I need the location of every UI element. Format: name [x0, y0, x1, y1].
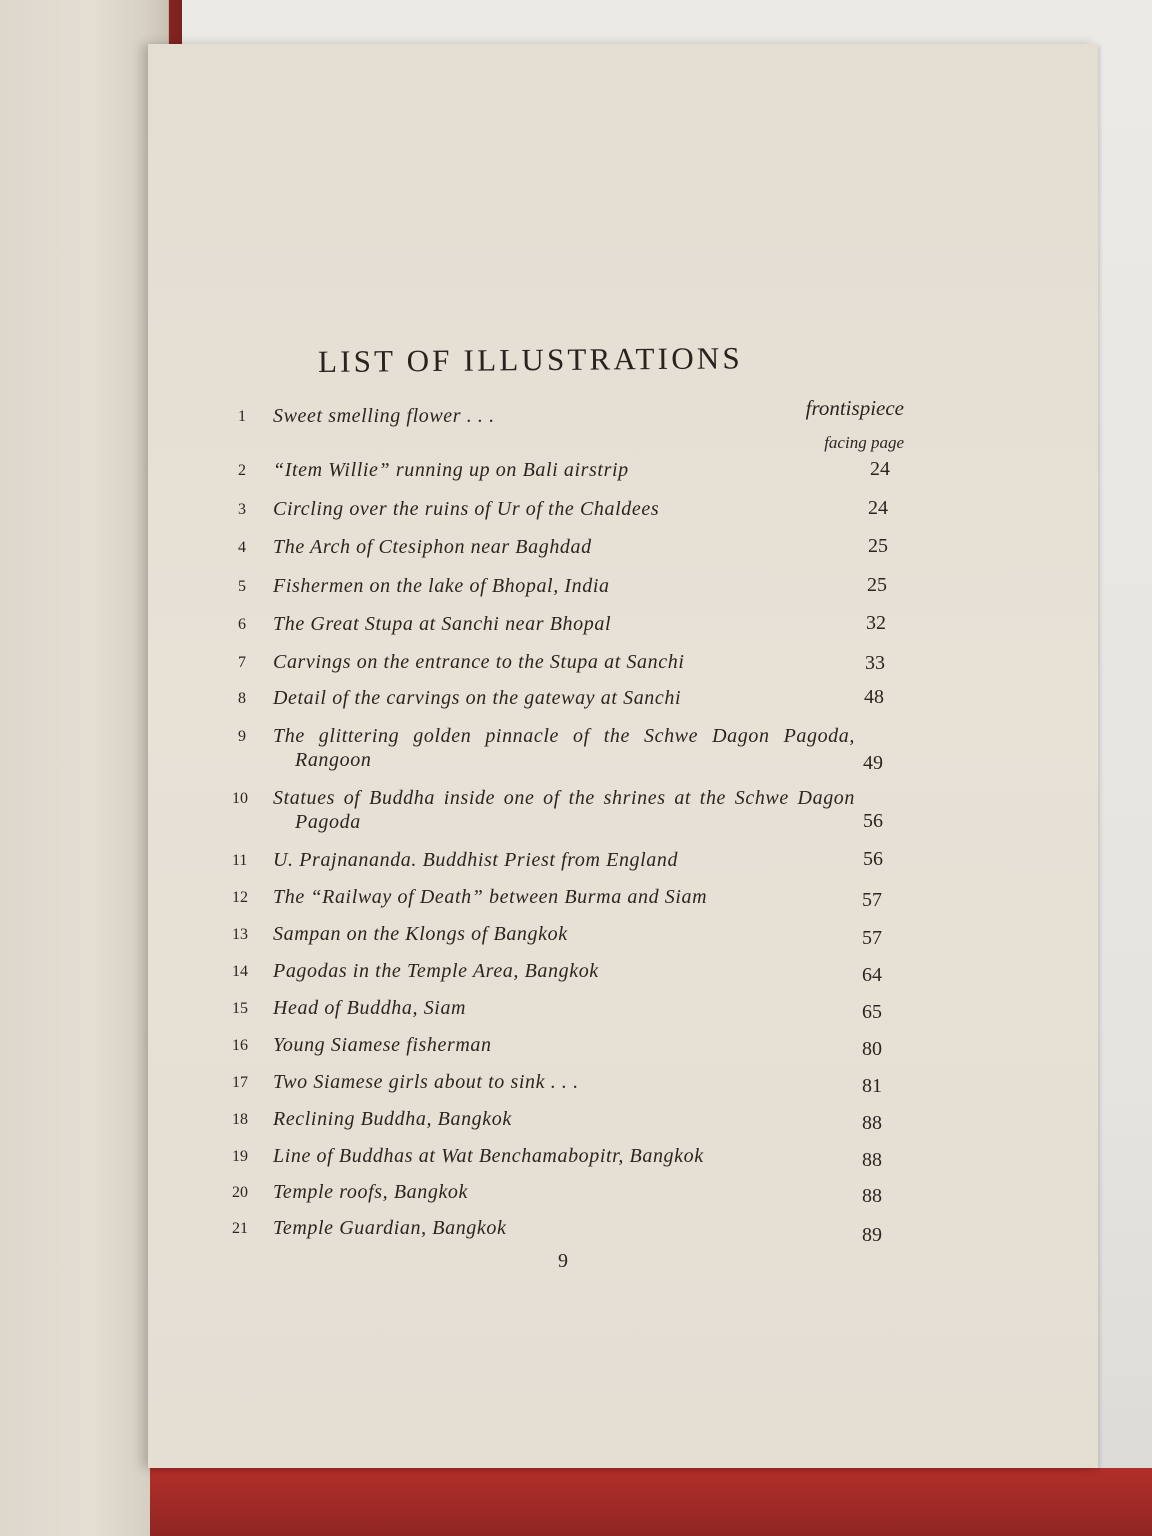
entry-page-number: 33 — [865, 652, 885, 674]
entry-page-number: 88 — [862, 1149, 882, 1171]
entry-number: 8 — [238, 690, 246, 707]
entry-title: Pagodas in the Temple Area, Bangkok — [273, 960, 599, 982]
entry-title: Carvings on the entrance to the Stupa at Sanchi — [273, 651, 685, 673]
entry-title: Temple roofs, Bangkok — [273, 1181, 468, 1203]
entry-page-number: 64 — [862, 964, 882, 986]
entry-number: 12 — [232, 889, 248, 906]
entry-title: U. Prajnananda. Buddhist Priest from England — [273, 849, 679, 871]
book-cover-bottom — [150, 1468, 1152, 1536]
entry-title: Detail of the carvings on the gateway at Sanchi — [273, 687, 682, 709]
entry-number: 9 — [238, 728, 246, 745]
entry-number: 1 — [238, 408, 246, 425]
entry-page-number: 49 — [863, 752, 883, 774]
entry-number: 6 — [238, 616, 246, 633]
entry-title: Sweet smelling flower . . . — [273, 405, 495, 427]
entry-page-number: 25 — [867, 574, 887, 596]
entry-page-number: 48 — [864, 686, 884, 708]
entry-page-number: 56 — [863, 810, 883, 832]
entry-number: 5 — [238, 578, 246, 595]
entry-number: 17 — [232, 1074, 248, 1091]
entry-number: 21 — [232, 1220, 248, 1237]
entry-number: 2 — [238, 462, 246, 479]
entry-page-number: 88 — [862, 1112, 882, 1134]
entry-number: 13 — [232, 926, 248, 943]
entry-number: 18 — [232, 1111, 248, 1128]
entry-page-number: 25 — [868, 535, 888, 557]
entry-title: Line of Buddhas at Wat Benchamabopitr, Bangkok — [273, 1145, 704, 1167]
entry-title: The Great Stupa at Sanchi near Bhopal — [273, 613, 612, 635]
entry-number: 19 — [232, 1148, 248, 1165]
entry-number: 15 — [232, 1000, 248, 1017]
entry-title: The Arch of Ctesiphon near Baghdad — [273, 536, 592, 558]
entry-page-number: 65 — [862, 1001, 882, 1023]
entry-page-number: 57 — [862, 927, 882, 949]
entry-title: Head of Buddha, Siam — [273, 997, 467, 1019]
entry-number: 16 — [232, 1037, 248, 1054]
entry-title: Statues of Buddha inside one of the shrines at the Schwe Dagon Pagoda — [273, 787, 855, 833]
left-page-edge — [0, 0, 169, 1536]
entry-title: Sampan on the Klongs of Bangkok — [273, 923, 568, 945]
entry-number: 3 — [238, 501, 246, 518]
entry-number: 4 — [238, 539, 246, 556]
entry-page-number: 24 — [870, 458, 890, 480]
entry-title: Young Siamese fisherman — [273, 1034, 492, 1056]
entry-title: Two Siamese girls about to sink . . . — [273, 1071, 579, 1093]
entry-title: The glittering golden pinnacle of the Schwe Dagon Pagoda, Rangoon — [273, 725, 855, 771]
page-heading: LIST OF ILLUSTRATIONS — [317, 340, 744, 379]
entry-page-number: 56 — [863, 848, 883, 870]
page-folio-number: 9 — [558, 1250, 568, 1272]
book-page — [148, 44, 1098, 1468]
frontispiece-label: frontispiece — [805, 396, 904, 420]
entry-title: Circling over the ruins of Ur of the Chaldees — [273, 498, 660, 520]
entry-title: “Item Willie” running up on Bali airstrip — [273, 459, 629, 481]
entry-number: 7 — [238, 654, 246, 671]
entry-title: Temple Guardian, Bangkok — [273, 1217, 507, 1239]
entry-number: 11 — [232, 852, 248, 869]
entry-page-number: 32 — [866, 612, 886, 634]
entry-number: 14 — [232, 963, 248, 980]
entry-title: Fishermen on the lake of Bhopal, India — [273, 575, 610, 597]
illustration-list — [232, 44, 918, 1294]
entry-page-number: 57 — [862, 889, 882, 911]
entry-page-number: 80 — [862, 1038, 882, 1060]
facing-page-label: facing page — [824, 433, 904, 452]
entry-page-number: 88 — [862, 1185, 882, 1207]
entry-number: 20 — [232, 1184, 248, 1201]
entry-number: 10 — [232, 790, 248, 807]
entry-page-number: 81 — [862, 1075, 882, 1097]
entry-title: The “Railway of Death” between Burma and Siam — [273, 886, 708, 908]
entry-title: Reclining Buddha, Bangkok — [273, 1108, 512, 1130]
entry-page-number: 89 — [862, 1224, 882, 1246]
entry-page-number: 24 — [868, 497, 888, 519]
